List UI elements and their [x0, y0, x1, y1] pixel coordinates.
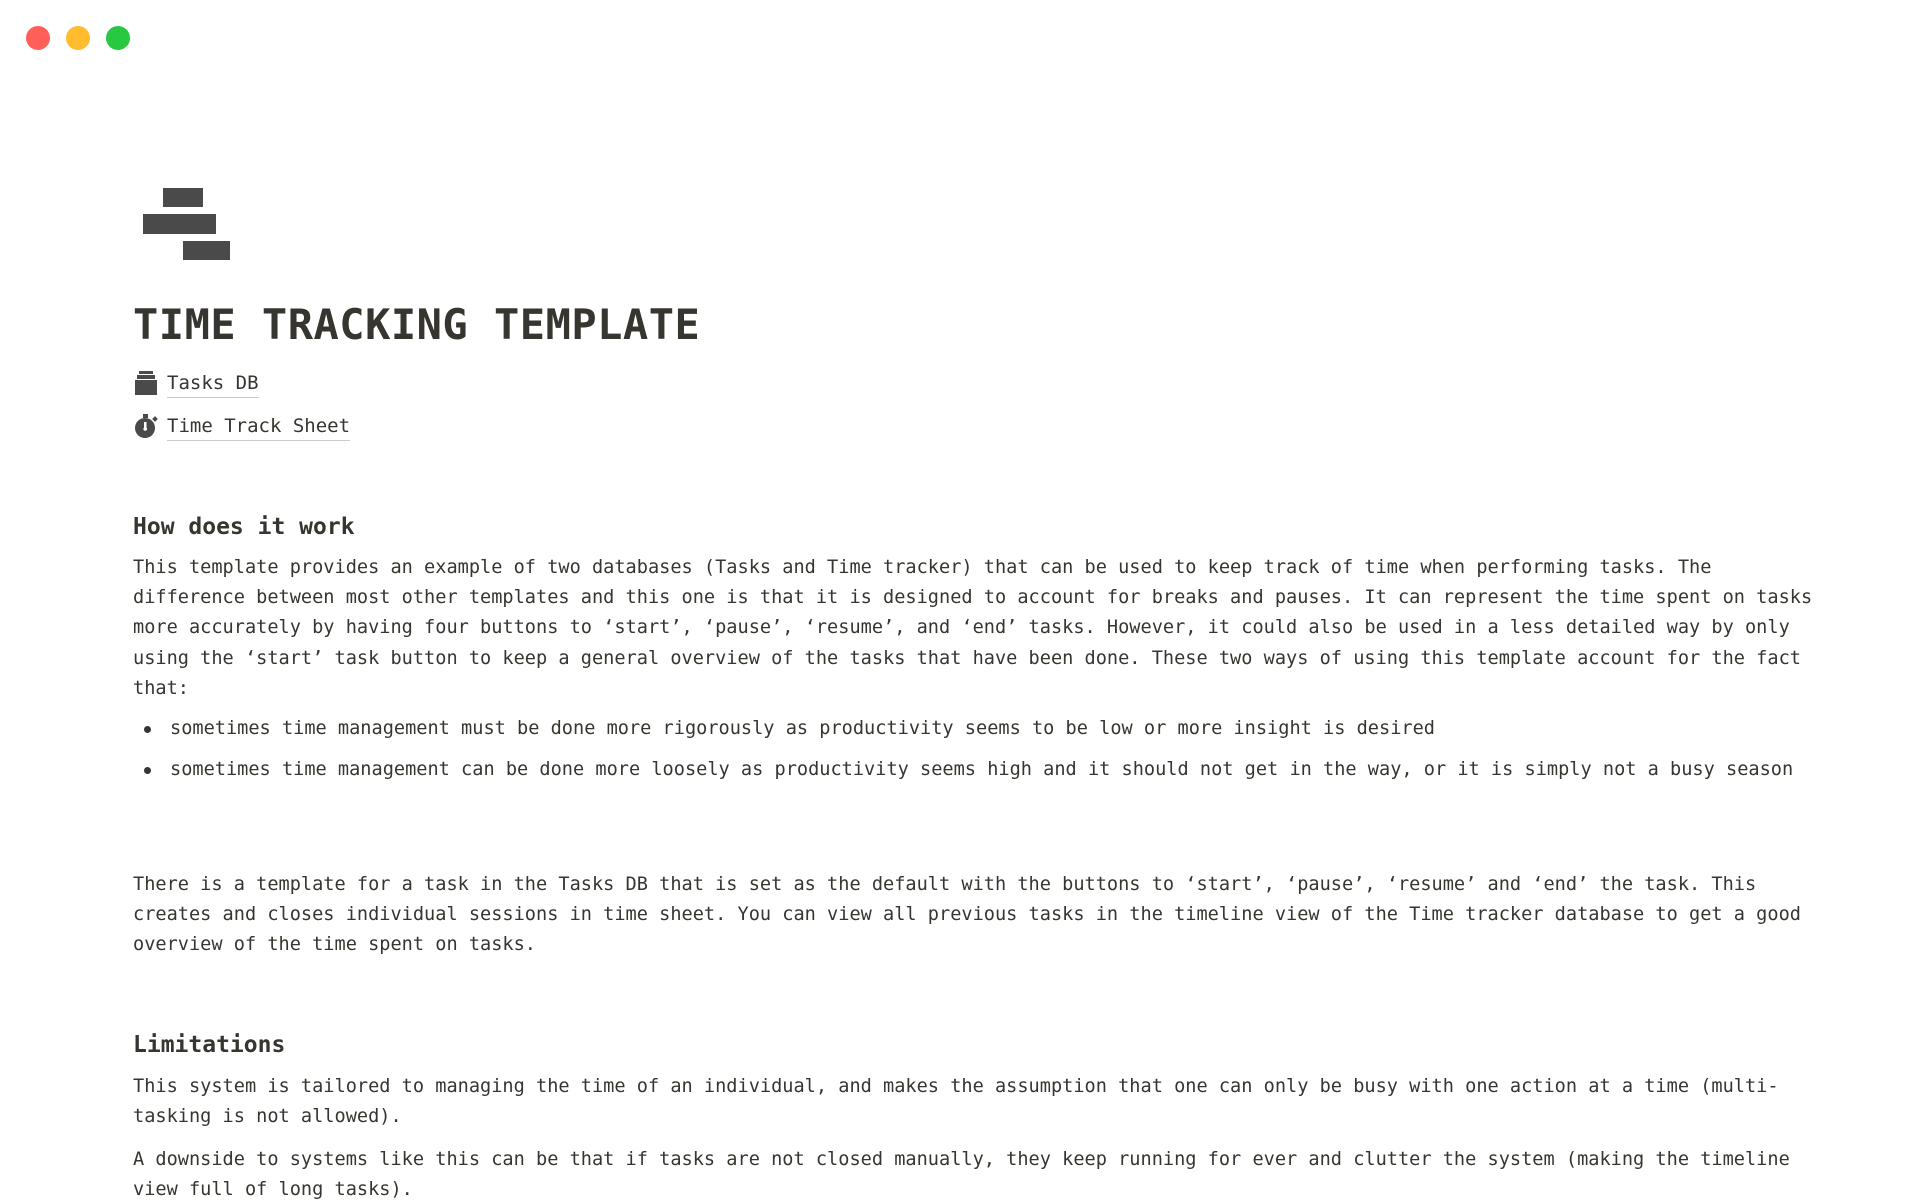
bullet-dot: [144, 767, 151, 774]
how-it-works-intro: This template provides an example of two databases (Tasks and Time tracker) that can be used to keep track of time when performing tasks. The difference between most other templates and this one is that it is designed to account for breaks and pauses. It can represent the time spent on tasks more accurately by having four buttons to ‘start’, ‘pause’, ‘resume’, and ‘end’ tasks. However, it could also be used in a less detailed way by only using the ‘start’ task button to keep a general overview of the tasks that have been done. These two ways of using this template account for the fact that:: [133, 557, 1813, 699]
how-it-works-heading: How does it work: [133, 514, 355, 540]
bullet-text: sometimes time management must be done more rigorously as productivity seems to be low or more insight is desired: [170, 718, 1435, 739]
window-controls: [26, 26, 130, 50]
tasks-db-link[interactable]: [133, 368, 259, 398]
how-it-works-followup: There is a template for a task in the Tasks DB that is set as the default with the buttons to ‘start’, ‘pause’, ‘resume’ and ‘end’ the task. This creates and closes individual sessions in time sheet. You can view all previous tasks in the timeline view of the Time tracker database to get a good overview of the time spent on tasks.: [133, 874, 1801, 956]
minimize-window-button[interactable]: [66, 26, 90, 50]
how-it-works-bullets: [133, 714, 1813, 796]
stopwatch-icon: [133, 413, 159, 439]
bullet-text: sometimes time management can be done more loosely as productivity seems high and it should not get in the way, or it is simply not a busy season: [170, 759, 1794, 781]
cabinet-icon: [133, 370, 159, 396]
time-track-sheet-link-label[interactable]: Time Track Sheet: [167, 412, 350, 441]
stacked-bars-icon[interactable]: [143, 188, 233, 262]
limitations-paragraph-2: A downside to systems like this can be that if tasks are not closed manually, they keep running for ever and clutter the system (making the timeline view full of long tasks).: [133, 1149, 1790, 1200]
page-title: TIME TRACKING TEMPLATE: [133, 300, 701, 349]
zoom-window-button[interactable]: [106, 26, 130, 50]
limitations-heading: Limitations: [133, 1032, 286, 1058]
list-item: [133, 755, 1813, 785]
list-item: [133, 714, 1813, 744]
close-window-button[interactable]: [26, 26, 50, 50]
bullet-dot: [144, 726, 151, 733]
tasks-db-link-label[interactable]: Tasks DB: [167, 369, 259, 398]
time-track-sheet-link[interactable]: [133, 411, 350, 441]
limitations-paragraph-1: This system is tailored to managing the time of an individual, and makes the assumption that one can only be busy with one action at a time (multi-tasking is not allowed).: [133, 1076, 1779, 1128]
